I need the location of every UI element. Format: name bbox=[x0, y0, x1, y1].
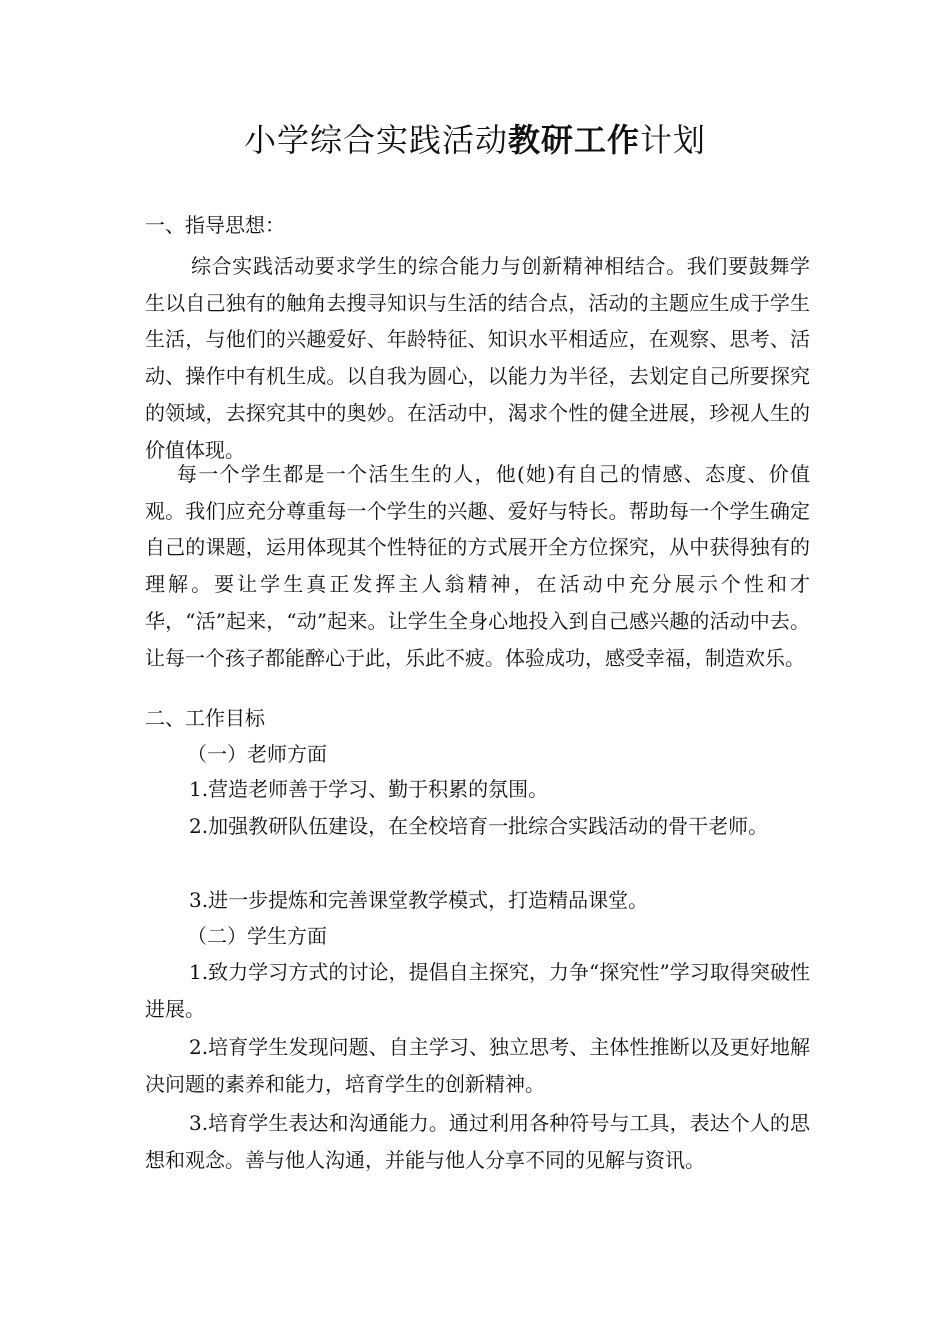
student-item-1: 1.致力学习方式的讨论，提倡自主探究，力争“探究性”学习取得突破性进展。 bbox=[145, 960, 810, 1021]
section1-paragraph-1: 综合实践活动要求学生的综合能力与创新精神相结合。我们要鼓舞学生以自己独有的触角去搜寻知识与生活的结合点，活动的主题应生成于学生生活，与他们的兴趣爱好、年龄特征、知识水平相适应，在观察、思考、活动、操作中有机生成。以自我为圆心，以能力为半径，去划定自己所要探究的领域，去探究其中的奥妙。在活动中，渴求个性的健全进展，珍视人生的价值体现。 bbox=[145, 254, 810, 462]
teacher-item-2: 2.加强教研队伍建设，在全校培育一批综合实践活动的骨干老师。 bbox=[189, 814, 769, 838]
section1-heading: 一、指导思想： bbox=[145, 213, 285, 237]
section2-heading: 二、工作目标 bbox=[145, 706, 265, 730]
student-item-3: 3.培育学生表达和沟通能力。通过利用各种符号与工具，表达个人的思想和观念。善与他人沟通，并能与他人分享不同的见解与资讯。 bbox=[145, 1111, 810, 1172]
teacher-item-1: 1.营造老师善于学习、勤于积累的氛围。 bbox=[189, 777, 549, 801]
teacher-subheading: （一）老师方面 bbox=[187, 742, 327, 766]
student-item-2: 2.培育学生发现问题、自主学习、独立思考、主体性推断以及更好地解决问题的素养和能力，培育学生的创新精神。 bbox=[145, 1035, 810, 1096]
title-part-bold: 教研工作 bbox=[507, 121, 640, 159]
section1-paragraph-2: 每一个学生都是一个活生生的人，他(她)有自己的情感、态度、价值观。我们应充分尊重每一个学生的兴趣、爱好与特长。帮助每一个学生确定自己的课题，运用体现其个性特征的方式展开全方位探究，从中获得独有的理解。要让学生真正发挥主人翁精神，在活动中充分展示个性和才华，“活”起来，“动”起来。让学生全身心地投入到自己感兴趣的活动中去。让每一个孩子都能醉心于此，乐此不疲。体验成功，感受幸福，制造欢乐。 bbox=[145, 462, 810, 670]
teacher-item-3: 3.进一步提炼和完善课堂教学模式，打造精品课堂。 bbox=[189, 888, 649, 912]
student-subheading: （二）学生方面 bbox=[187, 924, 327, 948]
title-part-b: 计划 bbox=[640, 121, 707, 159]
title-part-a: 小学综合实践活动 bbox=[243, 121, 508, 159]
document-title bbox=[0, 118, 950, 162]
